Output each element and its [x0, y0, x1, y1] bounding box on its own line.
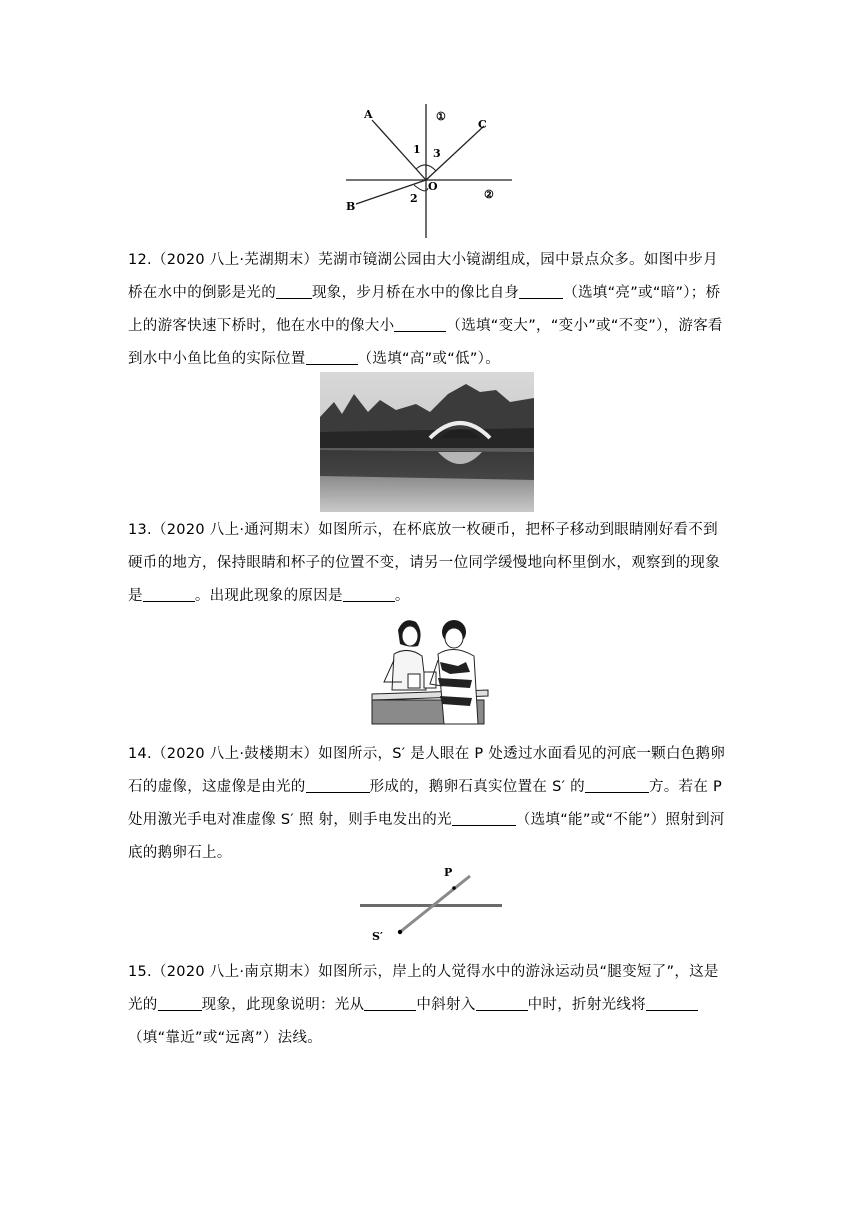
answer-blank[interactable]	[519, 283, 563, 299]
label-o: O	[428, 180, 438, 193]
question-source: （2020 八上·通河期末）	[151, 522, 319, 538]
question-text: （填“靠近”或“远离”）法线。	[128, 1030, 323, 1046]
answer-blank[interactable]	[585, 777, 649, 793]
label-region-2: ②	[484, 188, 494, 201]
question-text: 中斜射入	[416, 997, 476, 1013]
question-number: 15.	[128, 964, 152, 980]
answer-blank[interactable]	[394, 316, 446, 332]
label-s-prime: S′	[372, 930, 383, 942]
answer-blank[interactable]	[646, 995, 698, 1011]
question-13	[128, 514, 730, 613]
question-text: 如图所示，在杯底放一枚硬币，把杯子移动到眼睛刚好看不到硬币的地方，保持眼睛和杯子的位置不变，请另一位同学缓慢地向杯里倒水，观察到的现象是	[128, 522, 720, 604]
question-text: （选填“变大”，“变小”或“不变”），游客看到水中小鱼比鱼的实际位置	[128, 318, 723, 367]
question-number: 12.	[128, 252, 152, 268]
question-number: 13.	[128, 522, 152, 538]
label-b: B	[346, 200, 356, 213]
answer-blank[interactable]	[158, 995, 202, 1011]
question-number: 14.	[128, 746, 152, 762]
answer-blank[interactable]	[306, 349, 358, 365]
angle-diagram	[336, 100, 526, 242]
question-text: 中时，折射光线将	[527, 997, 647, 1013]
question-source: （2020 八上·南京期末）	[151, 964, 319, 980]
question-text: 如图所示，S′ 是人眼在 P 处透过水面看见的河底一颗白色鹅卵石的虚像，这虚像是由光的	[128, 746, 726, 795]
answer-blank[interactable]	[306, 777, 370, 793]
question-text: 。出现此现象的原因是	[194, 588, 343, 604]
question-source: （2020 八上·鼓楼期末）	[151, 746, 319, 762]
answer-blank[interactable]	[364, 995, 416, 1011]
label-p: P	[444, 866, 453, 879]
question-source: （2020 八上·芜湖期末）	[151, 252, 319, 268]
answer-blank[interactable]	[276, 283, 312, 299]
question-text: （选填“高”或“低”）。	[357, 351, 501, 367]
question-text: 方。若在 P 处用激光手电对准虚像 S′ 照 射，则手电发出的光	[128, 779, 723, 828]
students-cup-illustration	[370, 610, 490, 726]
question-12	[128, 244, 730, 376]
question-text: 现象，步月桥在水中的像比自身	[312, 285, 520, 301]
label-angle-1: 1	[413, 143, 421, 156]
answer-blank[interactable]	[143, 586, 195, 602]
question-text: （选填“能”或“不能”）照射到河底的鹅卵石上。	[128, 812, 725, 861]
answer-blank[interactable]	[476, 995, 528, 1011]
label-region-1: ①	[436, 110, 446, 123]
question-text: （选填“亮”或“暗”）；桥上的游客快速下桥时，他在水中的像大小	[128, 285, 721, 334]
question-text: 现象，此现象说明：光从	[201, 997, 365, 1013]
bridge-photo	[320, 372, 534, 512]
answer-blank[interactable]	[452, 810, 516, 826]
label-angle-3: 3	[433, 147, 441, 160]
answer-blank[interactable]	[343, 586, 395, 602]
label-angle-2: 2	[410, 192, 418, 205]
question-text: 如图所示，岸上的人觉得水中的游泳运动员“腿变短了”，这是光的	[128, 964, 719, 1013]
label-c: C	[478, 118, 487, 131]
label-a: A	[364, 108, 373, 121]
question-15	[128, 956, 730, 1055]
question-text: 芜湖市镜湖公园由大小镜湖组成，园中景点众多。如图中步月桥在水中的倒影是光的	[128, 252, 718, 301]
question-14	[128, 738, 730, 870]
question-text: 。	[394, 588, 410, 604]
virtual-image-diagram	[360, 860, 508, 942]
question-text: 形成的，鹅卵石真实位置在 S′ 的	[369, 779, 585, 795]
